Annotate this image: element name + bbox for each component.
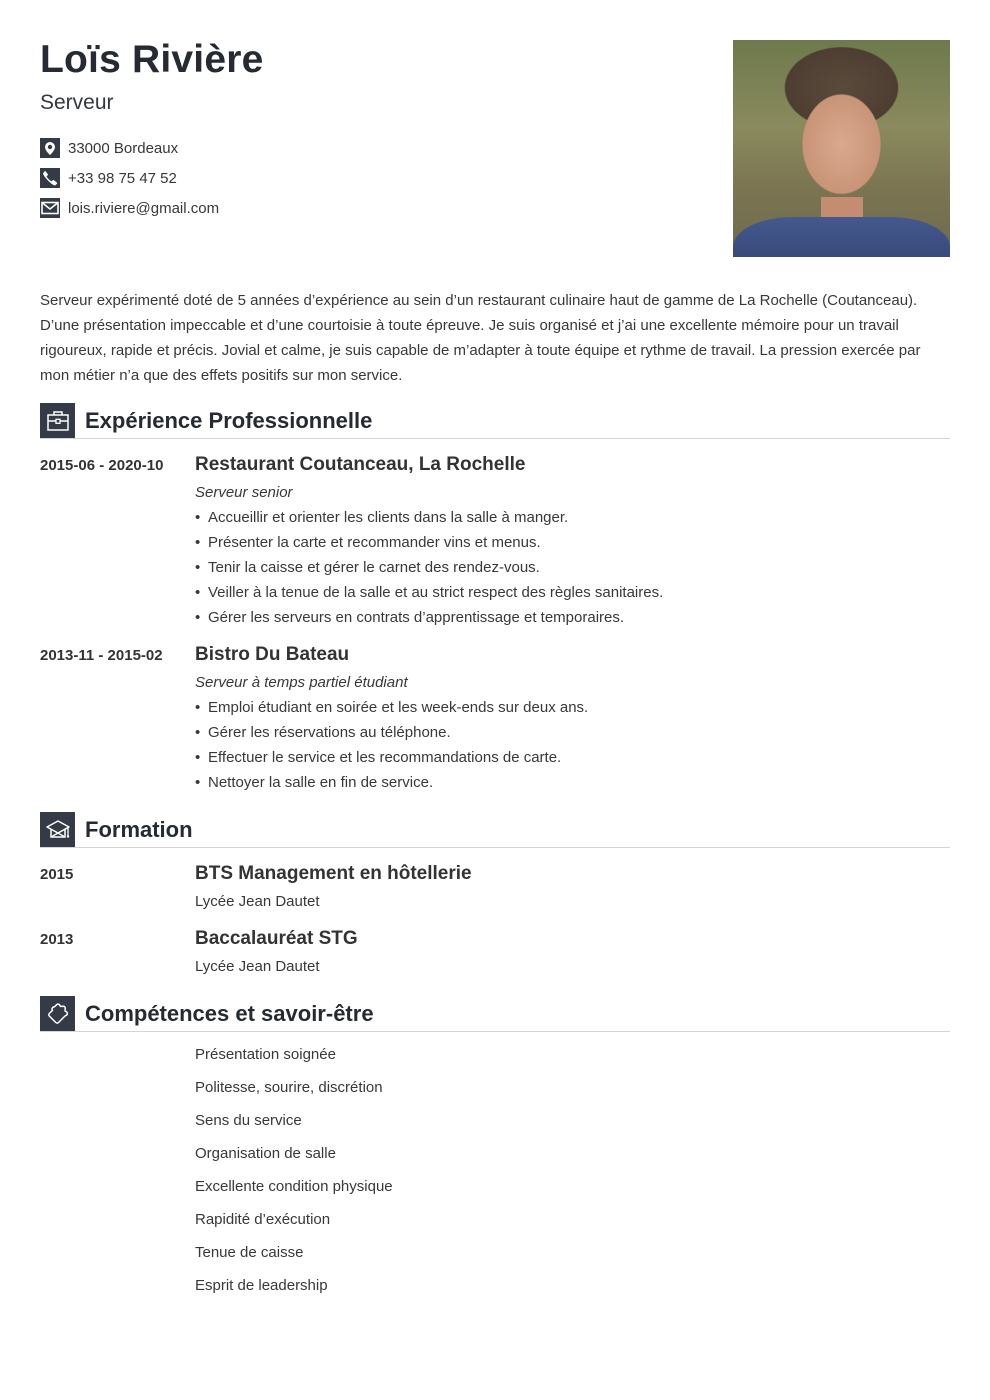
- email-text[interactable]: lois.riviere@gmail.com: [68, 199, 220, 217]
- phone-text[interactable]: +33 98 75 47 52: [68, 169, 177, 187]
- list-item: • Veiller à la tenue de la salle et au strict respect des règles sanitaires.: [195, 580, 950, 605]
- degree-name: Baccalauréat STG: [195, 928, 358, 949]
- graduation-cap-icon: [40, 812, 75, 847]
- responsibility-list: [195, 695, 950, 795]
- envelope-icon: [40, 198, 60, 218]
- entry-body: [195, 928, 950, 979]
- section-title-education: Formation: [85, 817, 193, 842]
- contact-list: [40, 138, 219, 228]
- list-item: • Effectuer le service et les recommandations de carte.: [195, 745, 950, 770]
- job-title: Serveur: [40, 91, 114, 114]
- entry-date: 2015-06 - 2020-10: [40, 457, 164, 474]
- entry-date: 2013-11 - 2015-02: [40, 647, 163, 664]
- employer-name: Restaurant Coutanceau, La Rochelle: [195, 454, 526, 475]
- employer-name: Bistro Du Bateau: [195, 644, 350, 665]
- location-pin-icon: [40, 138, 60, 158]
- list-item: • Gérer les serveurs en contrats d’apprentissage et temporaires.: [195, 605, 950, 630]
- skill-item: Organisation de salle: [195, 1145, 336, 1162]
- contact-phone: [40, 168, 219, 188]
- skill-item: Politesse, sourire, discrétion: [195, 1079, 383, 1096]
- candidate-name: Loïs Rivière: [40, 38, 264, 81]
- list-item: • Gérer les réservations au téléphone.: [195, 720, 950, 745]
- entry-body: [195, 454, 950, 630]
- skill-item: Rapidité d’exécution: [195, 1211, 331, 1228]
- contact-address: [40, 138, 219, 158]
- address-text: 33000 Bordeaux: [68, 139, 179, 157]
- profile-photo: [733, 40, 950, 257]
- skill-item: Excellente condition physique: [195, 1178, 393, 1195]
- section-header-skills: [40, 996, 950, 1032]
- briefcase-icon: [40, 403, 75, 438]
- section-title-skills: Compétences et savoir-être: [85, 1001, 374, 1026]
- section-header-education: [40, 812, 950, 848]
- skills-list: [195, 1042, 393, 1306]
- contact-email: [40, 198, 219, 218]
- responsibility-list: [195, 505, 950, 630]
- section-title-experience: Expérience Professionnelle: [85, 408, 373, 433]
- entry-date: 2015: [40, 866, 74, 883]
- skill-item: Tenue de caisse: [195, 1244, 304, 1261]
- phone-icon: [40, 168, 60, 188]
- list-item: • Tenir la caisse et gérer le carnet des rendez-vous.: [195, 555, 950, 580]
- entry-date: 2013: [40, 931, 74, 948]
- degree-name: BTS Management en hôtellerie: [195, 863, 472, 884]
- puzzle-piece-icon: [40, 996, 75, 1031]
- skill-item: Présentation soignée: [195, 1046, 336, 1063]
- list-item: • Présenter la carte et recommander vins et menus.: [195, 530, 950, 555]
- photo-shirt: [733, 217, 950, 257]
- entry-body: [195, 863, 950, 914]
- entry-body: [195, 644, 950, 795]
- skill-item: Sens du service: [195, 1112, 302, 1129]
- job-role: Serveur senior: [195, 484, 293, 501]
- profile-summary: Serveur expérimenté doté de 5 années d’expérience au sein d’un restaurant culinaire haut de gamme de La Rochelle (Coutanceau). D’une présentation impeccable et d’une courtoisie à toute épreuve. Je suis organisé et j’ai une excellente mémoire pour un travail rigoureux, rapide et précis. Jovial et calme, je suis capable de m’adapter à toute équipe et rythme de travail. La pression exercée par mon métier n’a que des effets positifs sur mon service.: [40, 292, 921, 384]
- school-name: Lycée Jean Dautet: [195, 893, 320, 910]
- list-item: • Nettoyer la salle en fin de service.: [195, 770, 950, 795]
- school-name: Lycée Jean Dautet: [195, 958, 320, 975]
- section-header-experience: [40, 403, 950, 439]
- resume-page: [40, 0, 950, 1400]
- job-role: Serveur à temps partiel étudiant: [195, 674, 408, 691]
- list-item: • Accueillir et orienter les clients dans la salle à manger.: [195, 505, 950, 530]
- list-item: • Emploi étudiant en soirée et les week-ends sur deux ans.: [195, 695, 950, 720]
- skill-item: Esprit de leadership: [195, 1277, 328, 1294]
